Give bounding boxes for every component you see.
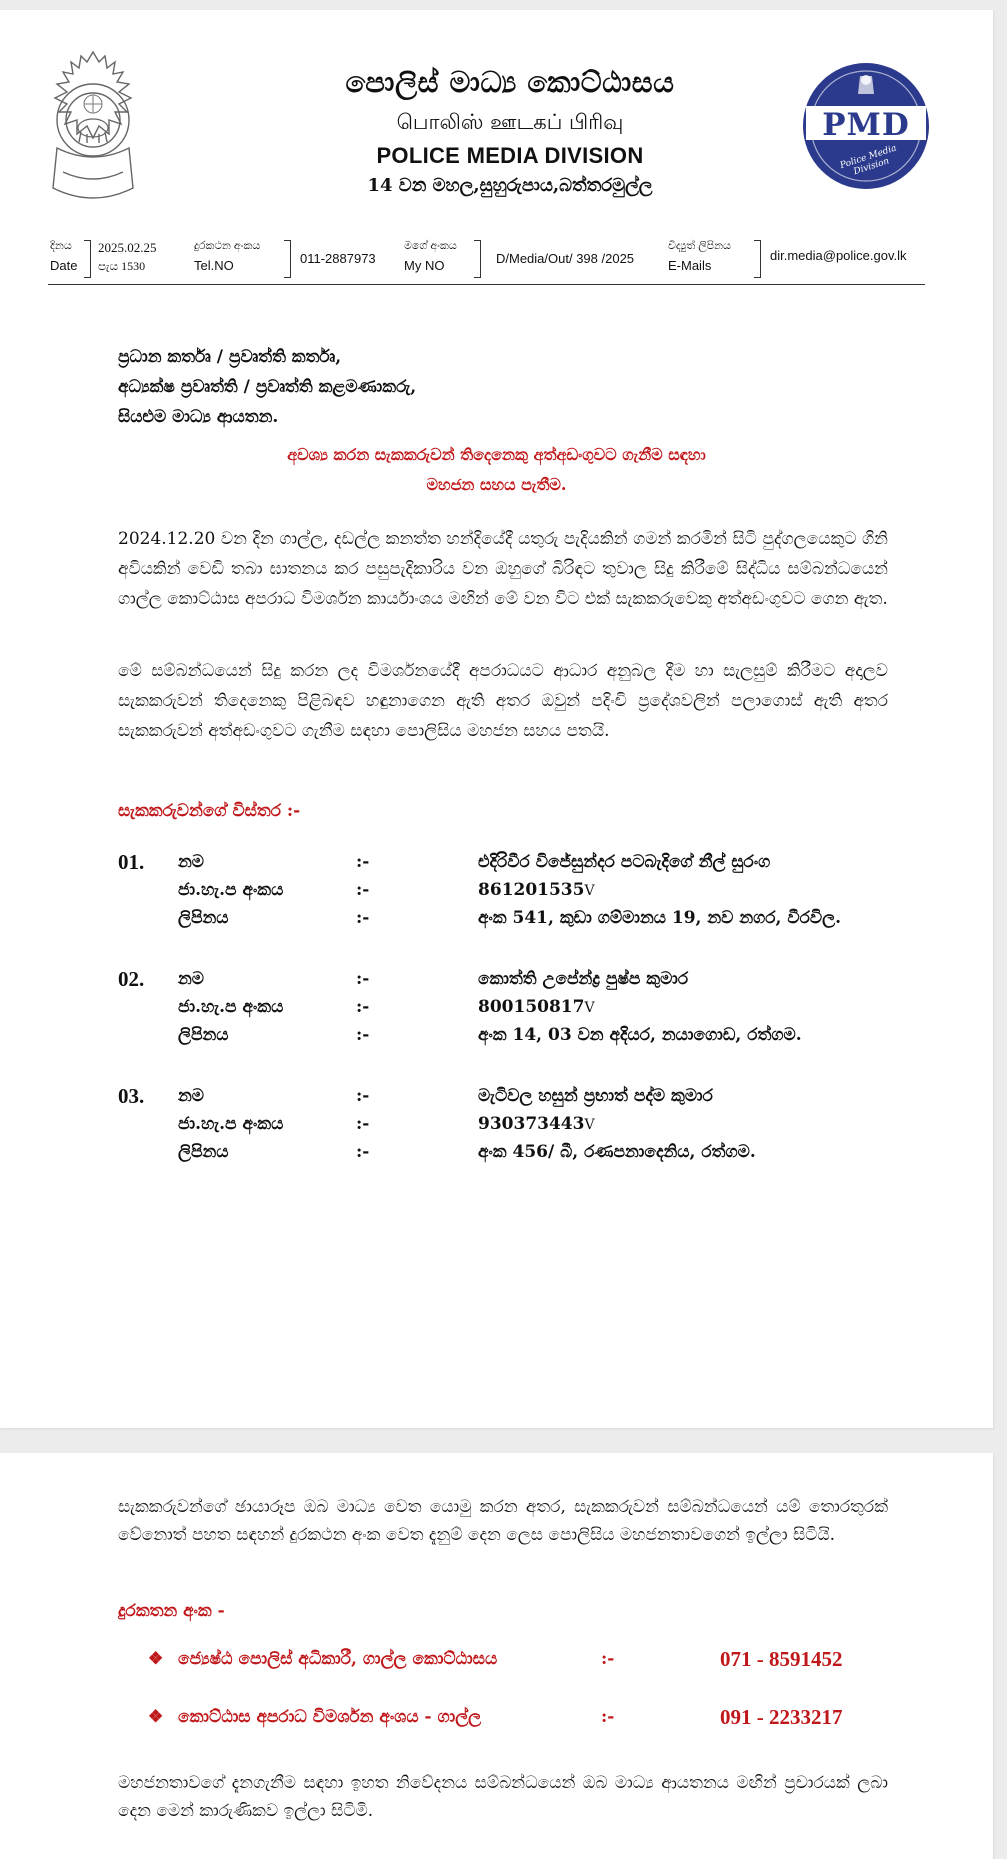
separator: :- bbox=[356, 1142, 370, 1162]
separator: :- bbox=[356, 880, 370, 900]
title-english: POLICE MEDIA DIVISION bbox=[376, 143, 644, 168]
address-label: ලිපිනය bbox=[178, 908, 229, 928]
tel-label bbox=[194, 240, 260, 273]
email-value[interactable]: dir.media@police.gov.lk bbox=[770, 248, 907, 263]
tel-value: 011-2887973 bbox=[300, 251, 376, 266]
suspect-number: 02. bbox=[118, 967, 145, 991]
date-label-en: Date bbox=[50, 258, 78, 273]
nic-label: ජා.හැ.ප අංකය bbox=[178, 880, 284, 900]
police-emblem-logo bbox=[43, 48, 143, 208]
myno-label-en: My NO bbox=[404, 258, 445, 273]
email-label bbox=[668, 240, 731, 273]
suspect-number: 03. bbox=[118, 1084, 145, 1108]
email-label-si: විද්‍යුත් ලිපිනය bbox=[668, 240, 731, 252]
addressee-line-2: අධ්‍යක්ෂ ප්‍රවෘත්ති / ප්‍රවෘත්ති කළමණාකරු, bbox=[118, 377, 417, 397]
address-label: ලිපිනය bbox=[178, 1025, 229, 1045]
separator: :- bbox=[356, 1086, 370, 1106]
reference-info-row bbox=[48, 228, 925, 285]
pmd-logo-ring-text: Police Media Division bbox=[839, 143, 898, 178]
name-label: නම bbox=[178, 852, 205, 872]
page-one bbox=[0, 10, 993, 1428]
suspect-nic-row bbox=[178, 1114, 918, 1142]
contacts-heading: දුරකතන අංක - bbox=[118, 1601, 225, 1621]
suspect-name-row bbox=[178, 1086, 918, 1114]
nic-suffix: V bbox=[584, 883, 595, 899]
subject-heading bbox=[0, 440, 993, 500]
page-two bbox=[0, 1453, 993, 1859]
nic-suffix: V bbox=[584, 1000, 595, 1016]
suspect-details-heading: සැකකරුවන්ගේ විස්තර :- bbox=[118, 801, 301, 821]
diamond-bullet-icon: ❖ bbox=[148, 1707, 164, 1727]
nic-number: 930373443 bbox=[478, 1114, 585, 1134]
diamond-bullet-icon: ❖ bbox=[148, 1649, 164, 1669]
pmd-logo bbox=[800, 60, 932, 192]
title-tamil: பொலிஸ் ஊடகப் பிரிவு bbox=[396, 110, 624, 134]
nic-number: 800150817 bbox=[478, 997, 585, 1017]
suspect-address: අංක 541, කුඩා ගම්මානය 19, නව නගර, වීරවිල. bbox=[478, 908, 841, 928]
nic-label: ජා.හැ.ප අංකය bbox=[178, 1114, 284, 1134]
separator: :- bbox=[356, 969, 370, 989]
separator: :- bbox=[356, 1114, 370, 1134]
body-paragraph-2: මේ සම්බන්ධයෙන් සිදු කරන ලද විමර්ශනයේදී අපරාධයට ආධාර අනුබල දීම හා සැලසුම් කිරීමට අදාලව සැකකරුවන් තිදෙනෙකු පිළිබඳව හඳුනාගෙන ඇති අතර ඔවුන් පදිංචි ප්‍රදේශවලින් පලාගොස් ඇති අතර සැකකරුවන් අත්අඩංගුවට ගැනීම සඳහා පොලිසිය මහජන සහය පතයි. bbox=[118, 661, 888, 741]
letterhead-titles bbox=[300, 65, 720, 196]
separator: :- bbox=[601, 1707, 615, 1727]
brace-4 bbox=[754, 240, 761, 278]
contact-item bbox=[148, 1649, 918, 1679]
suspect-name: එදිරිවීර විජේසුන්දර පටබැදිගේ නීල් සුරංග bbox=[478, 852, 771, 872]
myno-value: D/Media/Out/ 398 /2025 bbox=[496, 251, 635, 266]
letterhead-address: 14 වන මහල,සුහුරුපාය,බත්තරමුල්ල bbox=[367, 175, 653, 196]
page2-paragraph-1: සැකකරුවන්ගේ ඡායාරූප ඔබ මාධ්‍ය වෙත යොමු කරන අතර, සැකකරුවන් සම්බන්ධයෙන් යම් තොරතුරක් වේනොත් පහත සඳහන් දුරකථන අංක වෙත දැනුම් දෙන ලෙස පොලිසිය මහජනතාවගෙන් ඉල්ලා සිටියි. bbox=[118, 1497, 888, 1545]
subject-line-1: අවශ්‍ය කරන සැකකරුවන් තිදෙනෙකු අත්අඩංගුවට ගැනීම සඳහා bbox=[287, 445, 706, 464]
nic-number: 861201535 bbox=[478, 880, 585, 900]
contact-item bbox=[148, 1707, 918, 1737]
suspect-name: කොත්ති උපේන්ද්‍ර පුෂ්ප කුමාර bbox=[478, 969, 689, 989]
suspect-address: අංක 14, 03 වන අදියර, නයාගොඩ, රත්ගම. bbox=[478, 1025, 802, 1045]
title-sinhala: පොලිස් මාධ්‍ය කොට්ඨාසය bbox=[345, 65, 675, 99]
time-text: පැය 1530 bbox=[98, 259, 146, 273]
address-label: ලිපිනය bbox=[178, 1142, 229, 1162]
myno-label-si: මගේ අංකය bbox=[404, 240, 457, 252]
brace-1 bbox=[84, 240, 91, 278]
suspect-name: මැටිවල හසුන් ප්‍රභාත් පද්ම කුමාර bbox=[478, 1086, 713, 1106]
myno-label bbox=[404, 240, 457, 273]
contact-phone-number[interactable]: 091 - 2233217 bbox=[720, 1705, 843, 1729]
tel-label-si: දුරකථන අංකය bbox=[194, 240, 261, 252]
name-label: නම bbox=[178, 969, 205, 989]
suspect-address-row bbox=[178, 1025, 918, 1053]
pmd-logo-text: PMD bbox=[822, 107, 910, 143]
separator: :- bbox=[356, 908, 370, 928]
suspect-nic bbox=[478, 1114, 595, 1134]
suspect-name-row bbox=[178, 969, 918, 997]
suspect-number: 01. bbox=[118, 850, 145, 874]
suspect-nic-row bbox=[178, 997, 918, 1025]
suspect-name-row bbox=[178, 852, 918, 880]
contact-label: කොට්ඨාස අපරාධ විමර්ශන අංශය - ගාල්ල bbox=[178, 1707, 482, 1727]
suspect-nic bbox=[478, 880, 595, 900]
date-value bbox=[98, 240, 157, 274]
subject-line-2: මහජන සහය පැතීම. bbox=[426, 475, 567, 494]
date-label bbox=[50, 240, 77, 273]
separator: :- bbox=[356, 997, 370, 1017]
nic-suffix: V bbox=[584, 1117, 595, 1133]
separator: :- bbox=[356, 852, 370, 872]
brace-3 bbox=[474, 240, 481, 278]
contact-label: ජ්‍යෙෂ්ඨ පොලිස් අධිකාරී, ගාල්ල කොට්ඨාසය bbox=[178, 1649, 498, 1669]
addressee-line-1: ප්‍රධාන කර්තෘ / ප්‍රවෘත්ති කර්තෘ, bbox=[118, 347, 342, 367]
email-label-en: E-Mails bbox=[668, 258, 712, 273]
suspect-address: අංක 456/ බී, රණපනාදෙනිය, රත්ගම. bbox=[478, 1142, 756, 1162]
separator: :- bbox=[601, 1649, 615, 1669]
date-text: 2025.02.25 bbox=[98, 240, 157, 255]
suspect-nic bbox=[478, 997, 595, 1017]
tel-label-en: Tel.NO bbox=[194, 258, 234, 273]
addressee-block bbox=[118, 342, 416, 432]
body-paragraph-1: 2024.12.20 වන දින ගාල්ල, දඩල්ල කනත්ත හන්දියේදී යතුරු පැදියකින් ගමන් කරමින් සිටි පුද්ගලයෙකුට ගිනි අවියකින් වෙඩි තබා ඝාතනය කර පසුපැදිකාරිය වන ඔහුගේ බිරිඳට තුවාල සිදු කිරීමේ සිද්ධිය සම්බන්ධයෙන් ගාල්ල කොට්ඨාස අපරාධ විමර්ශන කාර්යාංශය මඟින් මේ වන විට එක් සැකකරුවෙකු අත්අඩංගුවට ගෙන ඇත. bbox=[118, 529, 888, 609]
name-label: නම bbox=[178, 1086, 205, 1106]
addressee-line-3: සියළුම මාධ්‍ය ආයතන. bbox=[118, 407, 279, 427]
contact-phone-number[interactable]: 071 - 8591452 bbox=[720, 1647, 843, 1671]
nic-label: ජා.හැ.ප අංකය bbox=[178, 997, 284, 1017]
brace-2 bbox=[284, 240, 291, 278]
date-label-si: දිනය bbox=[50, 240, 72, 252]
suspect-address-row bbox=[178, 908, 918, 936]
suspect-nic-row bbox=[178, 880, 918, 908]
separator: :- bbox=[356, 1025, 370, 1045]
suspect-address-row bbox=[178, 1142, 918, 1170]
page2-paragraph-2: මහජනතාවගේ දැනගැනීම සඳහා ඉහත නිවේදනය සම්බන්ධයෙන් ඔබ මාධ්‍ය ආයතනය මඟින් ප්‍රචාරයක් ලබා දෙන මෙන් කාරුණිකව ඉල්ලා සිටිමි. bbox=[118, 1773, 888, 1821]
